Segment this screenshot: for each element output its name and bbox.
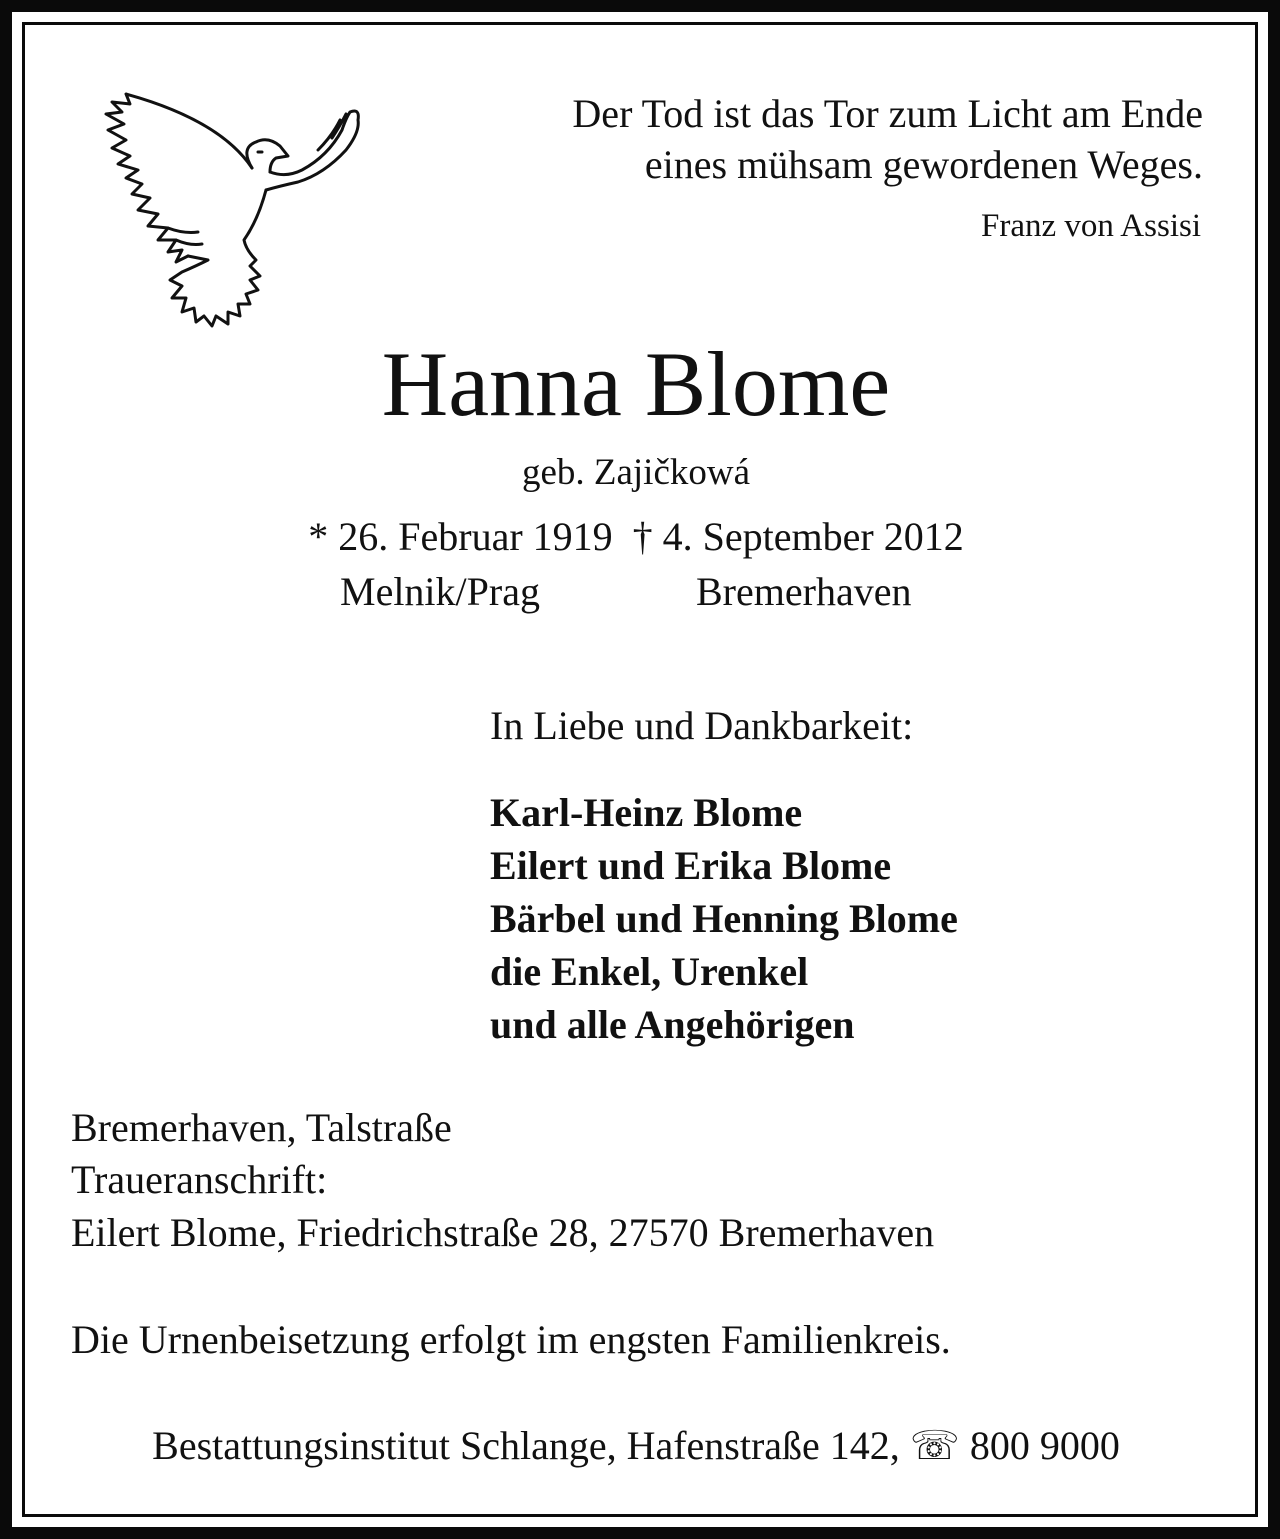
burial-note: Die Urnenbeisetzung erfolgt im engsten Familienkreis. bbox=[71, 1317, 951, 1362]
quote-line-2: eines mühsam gewordenen Weges. bbox=[644, 142, 1203, 187]
dove-icon bbox=[70, 90, 370, 340]
mourner-name: Karl-Heinz Blome bbox=[490, 790, 803, 835]
funeral-home-footer: Bestattungsinstitut Schlange, Hafenstraße 142, ☏ 800 9000 bbox=[152, 1423, 1120, 1468]
mourners-intro: In Liebe und Dankbarkeit: bbox=[490, 703, 914, 748]
address-line-2: Traueranschrift: bbox=[71, 1157, 328, 1202]
mourner-name: die Enkel, Urenkel bbox=[490, 949, 809, 994]
mourners-list bbox=[490, 786, 958, 1051]
mourner-name: und alle Angehörigen bbox=[490, 1002, 855, 1047]
mourner-name: Eilert und Erika Blome bbox=[490, 843, 892, 888]
deceased-name: Hanna Blome bbox=[381, 333, 891, 435]
birth-name: geb. Zajičkowá bbox=[521, 452, 751, 493]
address-line-3: Eilert Blome, Friedrichstraße 28, 27570 Bremerhaven bbox=[71, 1210, 935, 1255]
place-of-death: Bremerhaven bbox=[696, 569, 912, 614]
quote-line-1: Der Tod ist das Tor zum Licht am Ende bbox=[572, 91, 1203, 136]
mourner-name: Bärbel und Henning Blome bbox=[490, 896, 958, 941]
life-dates: * 26. Februar 1919 † 4. September 2012 bbox=[308, 514, 964, 559]
quote-author: Franz von Assisi bbox=[980, 208, 1201, 244]
address-line-1: Bremerhaven, Talstraße bbox=[71, 1105, 452, 1150]
place-of-birth: Melnik/Prag bbox=[340, 569, 540, 614]
